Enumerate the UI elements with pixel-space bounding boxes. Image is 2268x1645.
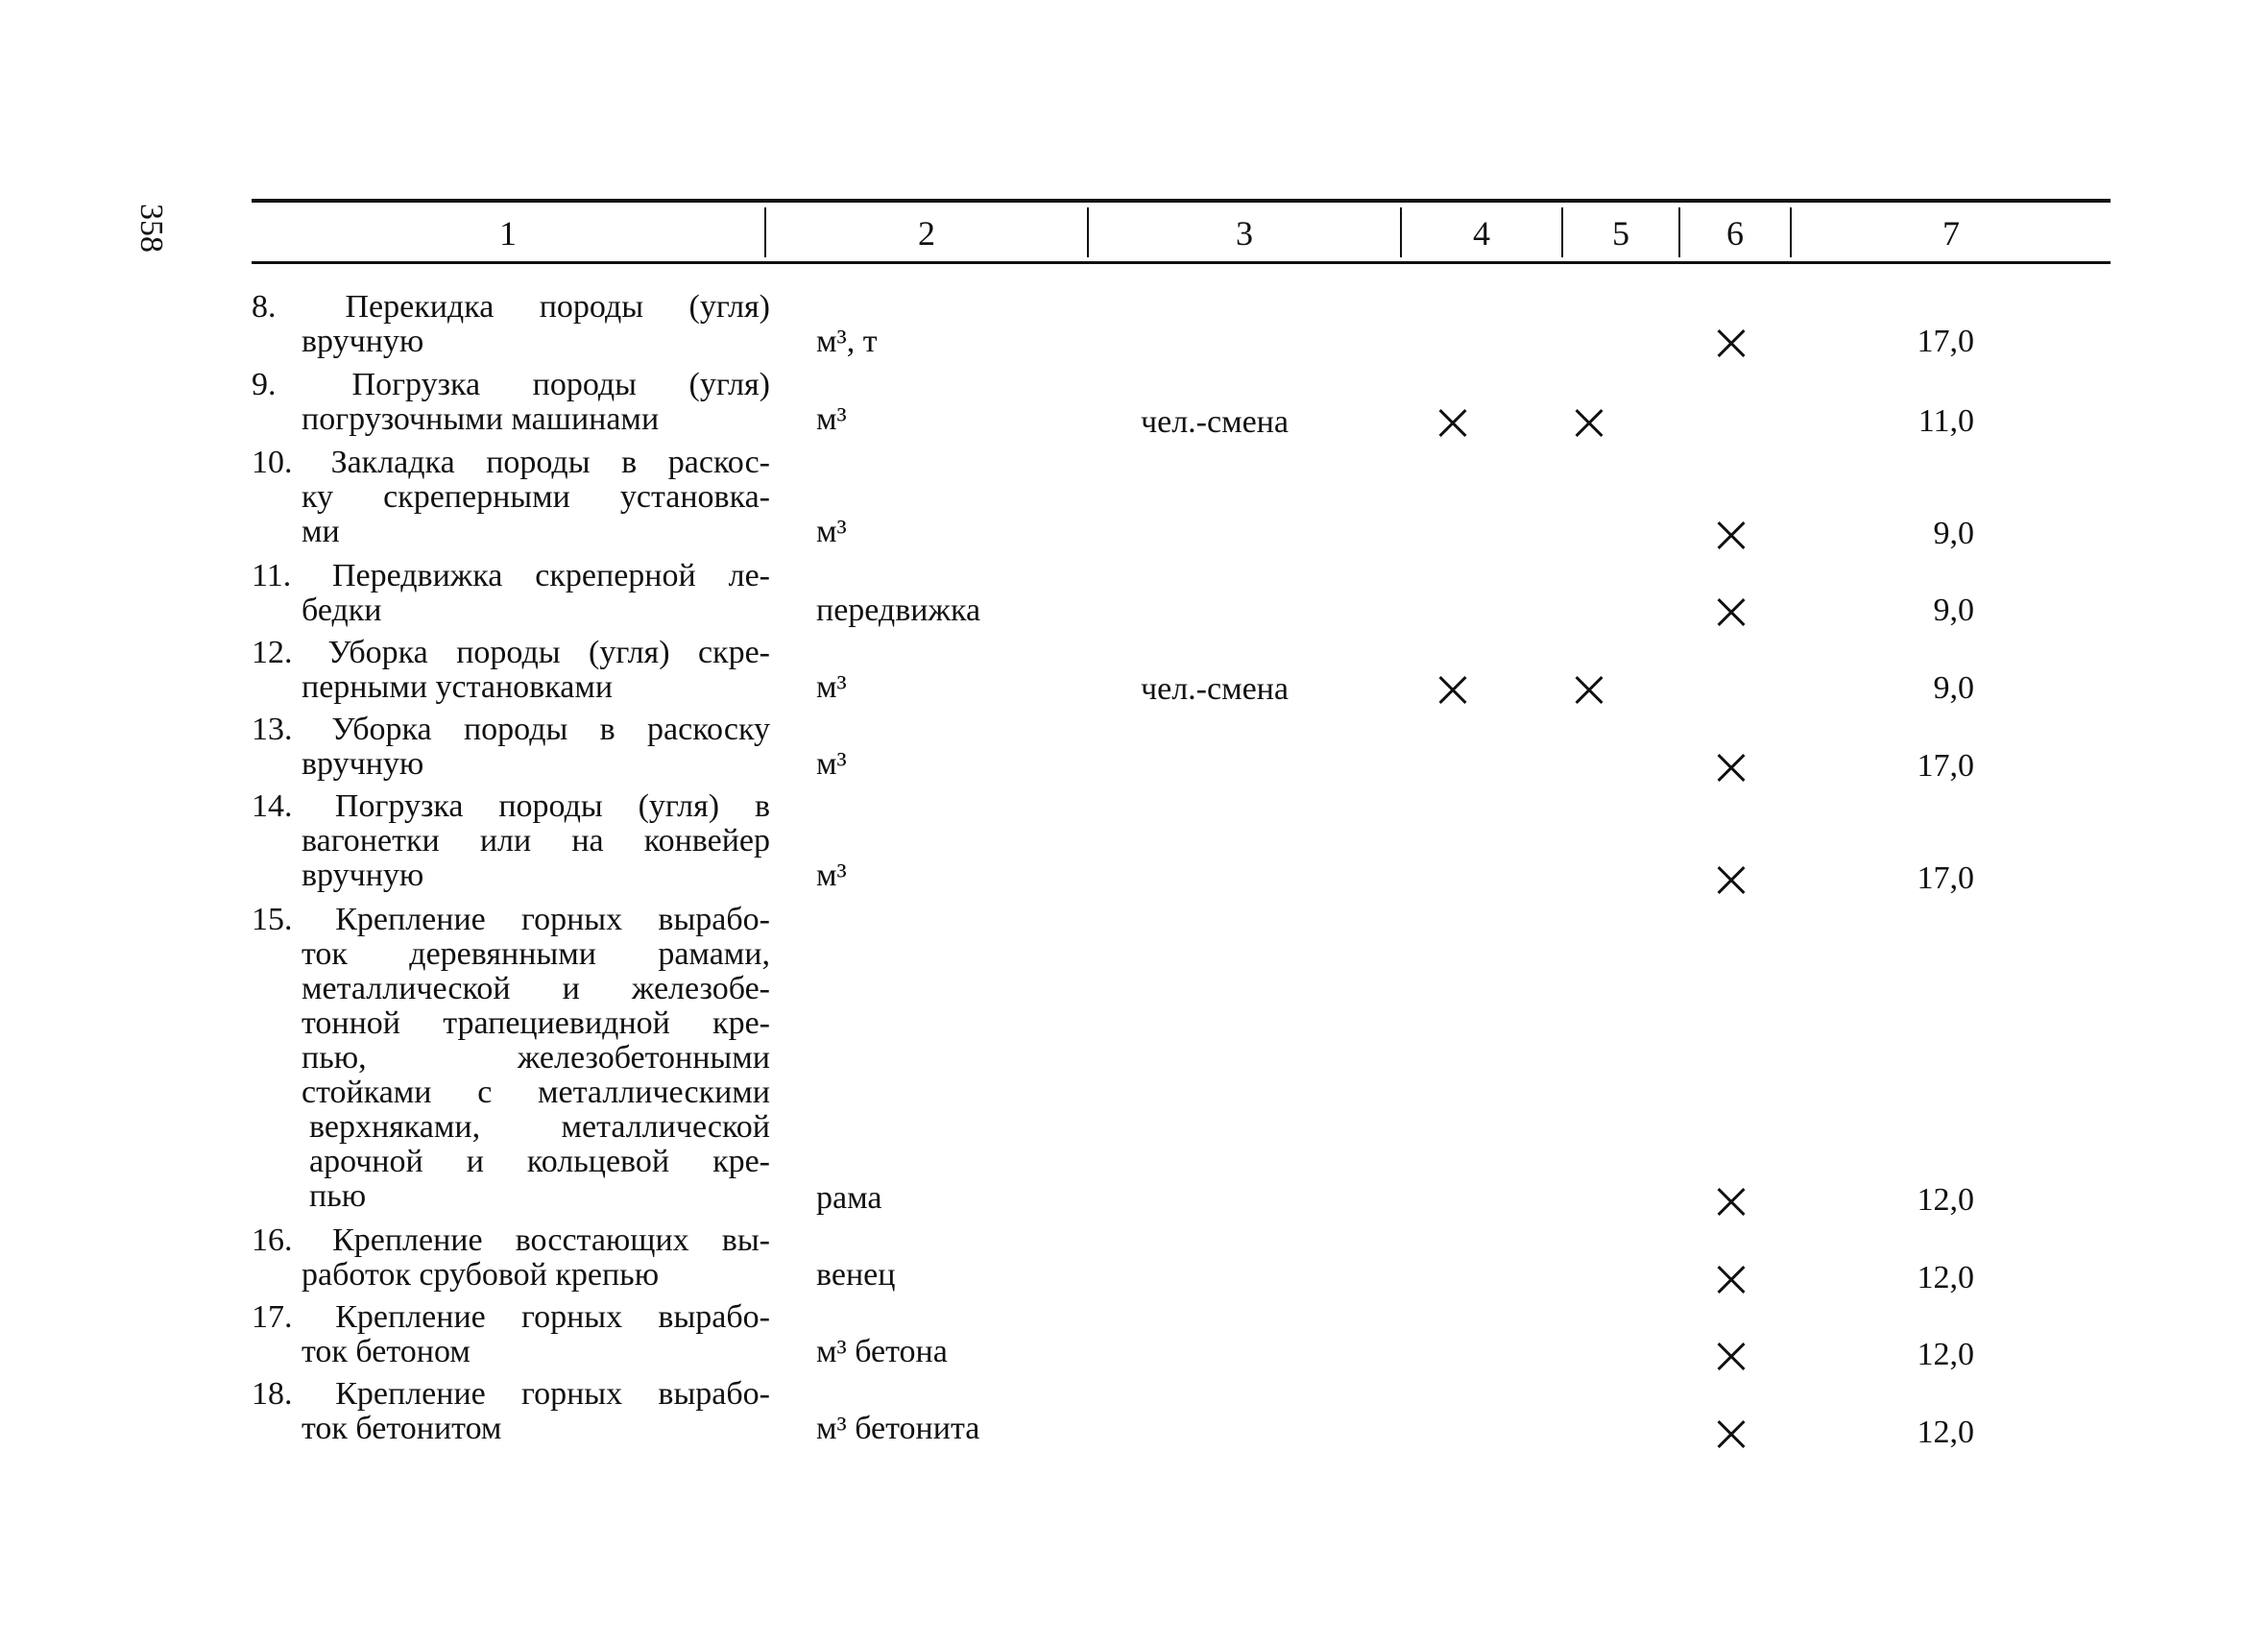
- cross-mark-col6: [1717, 1420, 1746, 1449]
- cross-mark-col4: [1438, 409, 1467, 438]
- cross-mark-col6: [1717, 1266, 1746, 1294]
- row-description: [252, 559, 770, 628]
- desc-line: пью: [309, 1178, 367, 1214]
- row-unit: рама: [816, 1180, 882, 1216]
- cross-mark-col5: [1575, 676, 1604, 705]
- desc-line: металлической и железобе-: [302, 971, 770, 1006]
- column-header-3: 3: [1236, 214, 1253, 253]
- desc-line: тонной трапециевидной кре-: [302, 1005, 770, 1041]
- desc-line: бедки: [302, 593, 382, 628]
- row-description: [252, 636, 770, 705]
- desc-line: 12. Уборка породы (угля) скре-: [252, 635, 770, 670]
- row-value: 12,0: [1917, 1260, 1974, 1295]
- desc-line: 15. Крепление горных вырабо-: [252, 902, 770, 937]
- row-value: 9,0: [1933, 516, 1974, 551]
- table-top-rule: [252, 199, 2111, 203]
- row-unit: м³: [816, 514, 847, 549]
- row-value: 12,0: [1917, 1415, 1974, 1450]
- desc-line: вручную: [302, 858, 424, 893]
- row-value: 11,0: [1918, 403, 1974, 439]
- column-header-2: 2: [918, 214, 935, 253]
- desc-line: перными установками: [302, 669, 614, 705]
- desc-line: пью, железобетонными: [302, 1040, 770, 1076]
- column-header-1: 1: [499, 214, 517, 253]
- cross-mark-col6: [1717, 1188, 1746, 1217]
- cross-mark-col6: [1717, 521, 1746, 550]
- row-value: 17,0: [1917, 324, 1974, 359]
- cross-mark-col4: [1438, 676, 1467, 705]
- row-labor-unit: чел.-смена: [1141, 671, 1289, 707]
- row-value: 12,0: [1917, 1182, 1974, 1218]
- desc-line: 17. Крепление горных вырабо-: [252, 1299, 770, 1335]
- desc-line: работок срубовой крепью: [302, 1257, 660, 1293]
- cross-mark-col6: [1717, 1343, 1746, 1371]
- row-number: 15.: [252, 902, 293, 937]
- desc-line: 10. Закладка породы в раскос-: [252, 445, 770, 480]
- desc-line: 14. Погрузка породы (угля) в: [252, 788, 770, 824]
- row-number: 17.: [252, 1299, 293, 1335]
- desc-line: 8. Перекидка породы (угля): [252, 289, 771, 325]
- row-number: 18.: [252, 1376, 293, 1412]
- desc-line: вручную: [302, 324, 424, 359]
- row-description: [252, 1377, 770, 1446]
- row-number: 11.: [252, 558, 292, 593]
- desc-line: 18. Крепление горных вырабо-: [252, 1376, 770, 1412]
- desc-line: ток бетонитом: [302, 1411, 502, 1446]
- cross-mark-col6: [1717, 754, 1746, 783]
- column-header-6: 6: [1726, 214, 1744, 253]
- desc-line: ток деревянными рамами,: [302, 936, 770, 972]
- row-number: 10.: [252, 445, 293, 480]
- row-unit: м³: [816, 746, 847, 782]
- row-value: 12,0: [1917, 1337, 1974, 1372]
- cross-mark-col5: [1575, 409, 1604, 438]
- row-number: 12.: [252, 635, 293, 670]
- row-description: [252, 368, 770, 437]
- desc-line: арочной и кольцевой кре-: [309, 1144, 770, 1179]
- row-number: 13.: [252, 712, 293, 747]
- desc-line: стойками с металлическими: [302, 1075, 770, 1110]
- row-description: [252, 1223, 770, 1293]
- row-unit: передвижка: [816, 593, 981, 628]
- row-description: [252, 713, 770, 782]
- row-description: [252, 903, 770, 1214]
- desc-line: вручную: [302, 746, 424, 782]
- row-value: 17,0: [1917, 860, 1974, 896]
- row-number: 14.: [252, 788, 293, 824]
- row-unit: м³, т: [816, 324, 878, 359]
- row-description: [252, 789, 770, 893]
- desc-line: погрузочными машинами: [302, 401, 660, 437]
- row-number: 16.: [252, 1222, 293, 1258]
- row-description: [252, 446, 770, 549]
- desc-line: вагонетки или на конвейер: [302, 823, 770, 859]
- desc-line: ку скреперными установка-: [302, 479, 770, 515]
- row-unit: м³: [816, 858, 847, 893]
- desc-line: 11. Передвижка скреперной ле-: [252, 558, 770, 593]
- row-labor-unit: чел.-смена: [1141, 404, 1289, 440]
- row-value: 9,0: [1933, 593, 1974, 628]
- row-number: 8.: [252, 289, 277, 325]
- cross-mark-col6: [1717, 598, 1746, 627]
- page-number: 358: [133, 204, 169, 253]
- row-unit: м³: [816, 669, 847, 705]
- row-unit: м³ бетона: [816, 1334, 948, 1369]
- row-unit: м³ бетонита: [816, 1411, 980, 1446]
- row-unit: м³: [816, 401, 847, 437]
- cross-mark-col6: [1717, 866, 1746, 895]
- cross-mark-col6: [1717, 329, 1746, 358]
- row-value: 17,0: [1917, 748, 1974, 784]
- desc-line: 9. Погрузка породы (угля): [252, 367, 770, 402]
- row-value: 9,0: [1933, 670, 1974, 706]
- desc-line: ток бетоном: [302, 1334, 470, 1369]
- table-header-rule: [252, 261, 2111, 264]
- row-description: [252, 1300, 770, 1369]
- desc-line: верхняками, металлической: [309, 1109, 770, 1145]
- row-unit: венец: [816, 1257, 896, 1293]
- column-header-4: 4: [1473, 214, 1490, 253]
- desc-line: ми: [302, 514, 340, 549]
- column-header-5: 5: [1612, 214, 1629, 253]
- row-number: 9.: [252, 367, 277, 402]
- column-header-7: 7: [1942, 214, 1960, 253]
- row-description: [252, 290, 770, 359]
- desc-line: 16. Крепление восстающих вы-: [252, 1222, 770, 1258]
- desc-line: 13. Уборка породы в раскоску: [252, 712, 770, 747]
